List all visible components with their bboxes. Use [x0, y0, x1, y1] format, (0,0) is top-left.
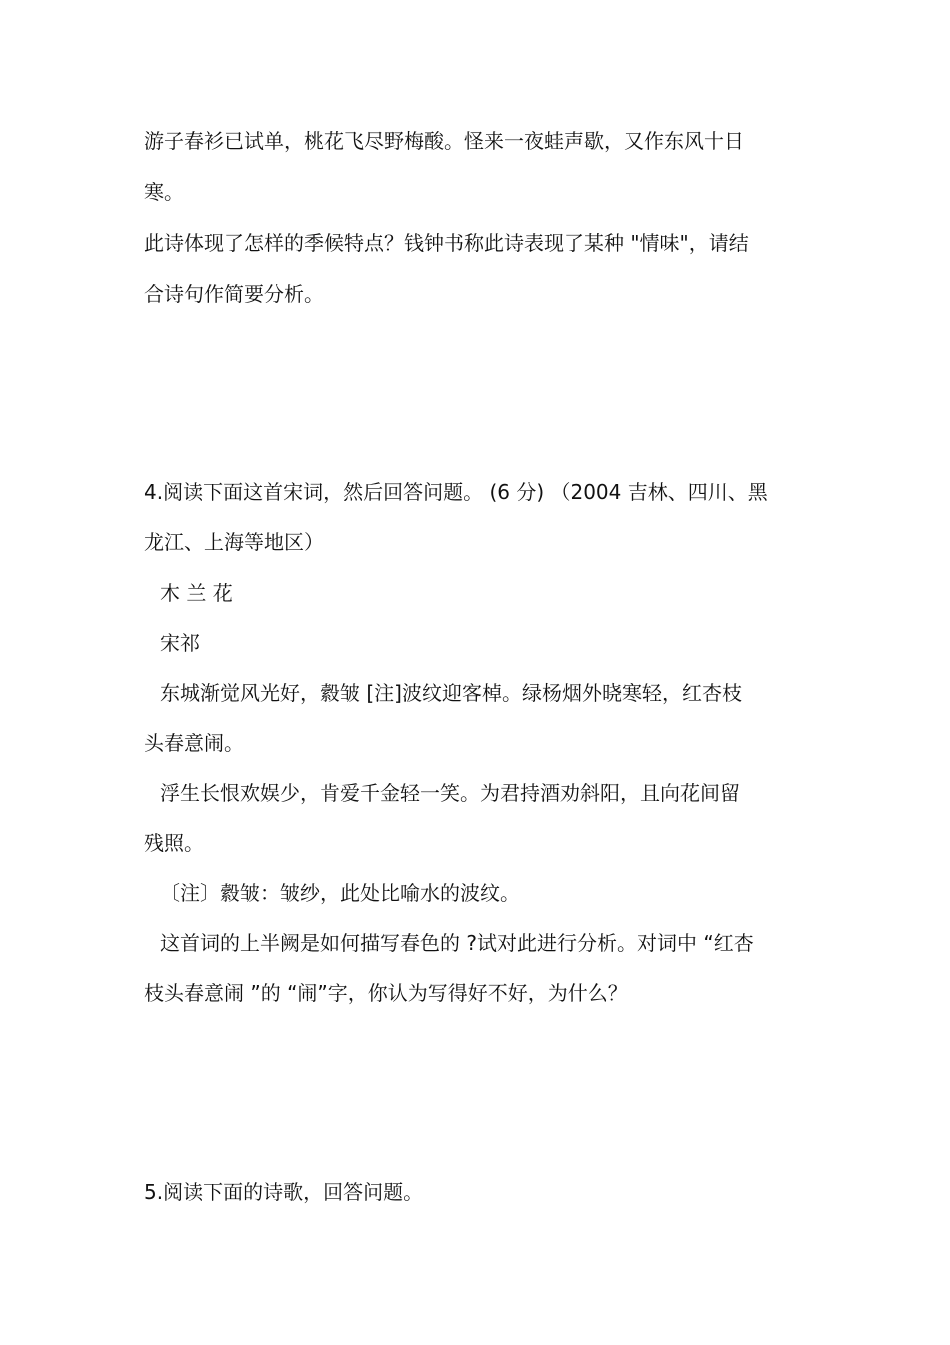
poem-line-2: 寒。 [144, 180, 184, 204]
poem-line-1: 游子春衫已试单，桃花飞尽野梅酸。怪来一夜蛙声歇，又作东风十日 [144, 129, 744, 153]
question-3-line-1: 此诗体现了怎样的季候特点？钱钟书称此诗表现了某种 "情味"，请结 [144, 231, 749, 255]
question-4-prompt-line-2: 枝头春意闹 ”的 “闹”字，你认为写得好不好，为什么？ [144, 981, 628, 1005]
poem-author: 宋祁 [160, 631, 200, 655]
ci-line-2: 头春意闹。 [144, 731, 244, 755]
annotation-note: 〔注〕縠皱：皱纱，此处比喻水的波纹。 [160, 881, 520, 905]
ci-line-3: 浮生长恨欢娱少，肯爱千金轻一笑。为君持酒劝斜阳，且向花间留 [160, 781, 740, 805]
question-3-line-2: 合诗句作简要分析。 [144, 282, 324, 306]
question-4-heading-line-1: 4.阅读下面这首宋词，然后回答问题。 (6 分) （2004 吉林、四川、黑 [144, 480, 768, 504]
question-5-heading: 5.阅读下面的诗歌，回答问题。 [144, 1180, 424, 1204]
ci-line-1: 东城渐觉风光好，縠皱 [注]波纹迎客棹。绿杨烟外晓寒轻，红杏枝 [160, 681, 742, 705]
question-4-heading-line-2: 龙江、上海等地区） [144, 530, 324, 554]
question-4-prompt-line-1: 这首词的上半阙是如何描写春色的 ?试对此进行分析。对词中 “红杏 [160, 931, 754, 955]
poem-title: 木 兰 花 [160, 581, 233, 605]
ci-line-4: 残照。 [144, 831, 204, 855]
